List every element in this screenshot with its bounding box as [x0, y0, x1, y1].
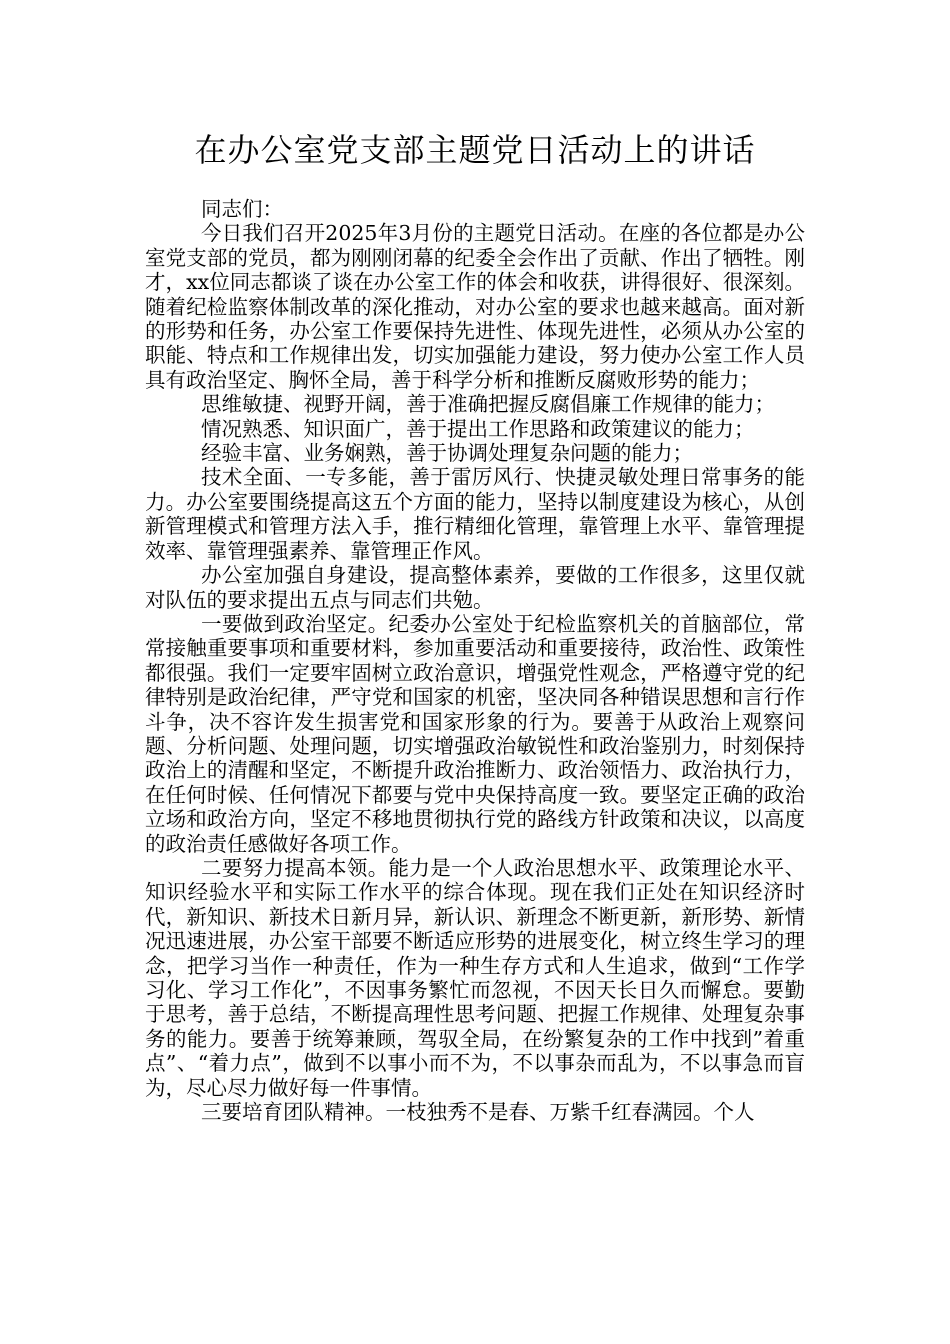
paragraph-ability-4: 经验丰富、业务娴熟，善于协调处理复杂问题的能力； [201, 441, 693, 466]
paragraph-point-three: 三要培育团队精神。一枝独秀不是春、万紫千红春满园。个人 [201, 1100, 755, 1125]
paragraph-intro: 今日我们召开2025年3月份的主题党日活动。在座的各位都是办公室党支部的党员，都为刚刚闭幕的纪委全会作出了贡献、作出了牺牲。刚才，xx位同志都谈了谈在办公室工作的体会和收获，讲得很好、很深刻。随着纪检监察体制改革的深化推动，对办公室的要求也越来越高。面对新的形势和任务，办公室工作要保持先进性、体现先进性，必须从办公室的职能、特点和工作规律出发，切实加强能力建设，努力使办公室工作人员具有政治坚定、胸怀全局，善于科学分析和推断反腐败形势的能力； [145, 221, 805, 392]
paragraph-ability-2: 思维敏捷、视野开阔，善于准确把握反腐倡廉工作规律的能力； [201, 392, 775, 417]
document-body [145, 197, 805, 1124]
paragraph-point-one: 一要做到政治坚定。纪委办公室处于纪检监察机关的首脑部位，常常接触重要事项和重要材料，参加重要活动和重要接待，政治性、政策性都很强。我们一定要牢固树立政治意识，增强党性观念，严格遵守党的纪律特别是政治纪律，严守党和国家的机密，坚决同各种错误思想和言行作斗争，决不容许发生损害党和国家形象的行为。要善于从政治上观察问题、分析问题、处理问题，切实增强政治敏锐性和政治鉴别力，时刻保持政治上的清醒和坚定，不断提升政治推断力、政治领悟力、政治执行力，在任何时候、任何情况下都要与党中央保持高度一致。要坚定正确的政治立场和政治方向，坚定不移地贯彻执行党的路线方针政策和决议，以高度的政治责任感做好各项工作。 [145, 611, 805, 856]
salutation: 同志们： [201, 197, 283, 221]
document-title: 在办公室党支部主题党日活动上的讲话 [194, 131, 756, 169]
paragraph-requirements-intro: 办公室加强自身建设，提高整体素养，要做的工作很多，这里仅就对队伍的要求提出五点与同志们共勉。 [145, 563, 805, 612]
paragraph-ability-3: 情况熟悉、知识面广，善于提出工作思路和政策建议的能力； [201, 416, 755, 441]
paragraph-ability-5: 技术全面、一专多能，善于雷厉风行、快捷灵敏处理日常事务的能力。办公室要围绕提高这五个方面的能力，坚持以制度建设为核心，从创新管理模式和管理方法入手，推行精细化管理，靠管理上水平、靠管理提效率、靠管理强素养、靠管理正作风。 [145, 465, 805, 563]
paragraph-point-two: 二要努力提高本领。能力是一个人政治思想水平、政策理论水平、知识经验水平和实际工作水平的综合体现。现在我们正处在知识经济时代，新知识、新技术日新月异，新认识、新理念不断更新，新形势、新情况迅速进展，办公室干部要不断适应形势的进展变化，树立终生学习的理念，把学习当作一种责任，作为一种生存方式和人生追求，做到“工作学习化、学习工作化”，不因事务繁忙而忽视，不因天长日久而懈怠。要勤于思考，善于总结，不断提高理性思考问题、把握工作规律、处理复杂事务的能力。要善于统筹兼顾，驾驭全局，在纷繁复杂的工作中找到”着重点”、“着力点”，做到不以事小而不为，不以事杂而乱为，不以事急而盲为，尽心尽力做好每一件事情。 [145, 855, 805, 1100]
